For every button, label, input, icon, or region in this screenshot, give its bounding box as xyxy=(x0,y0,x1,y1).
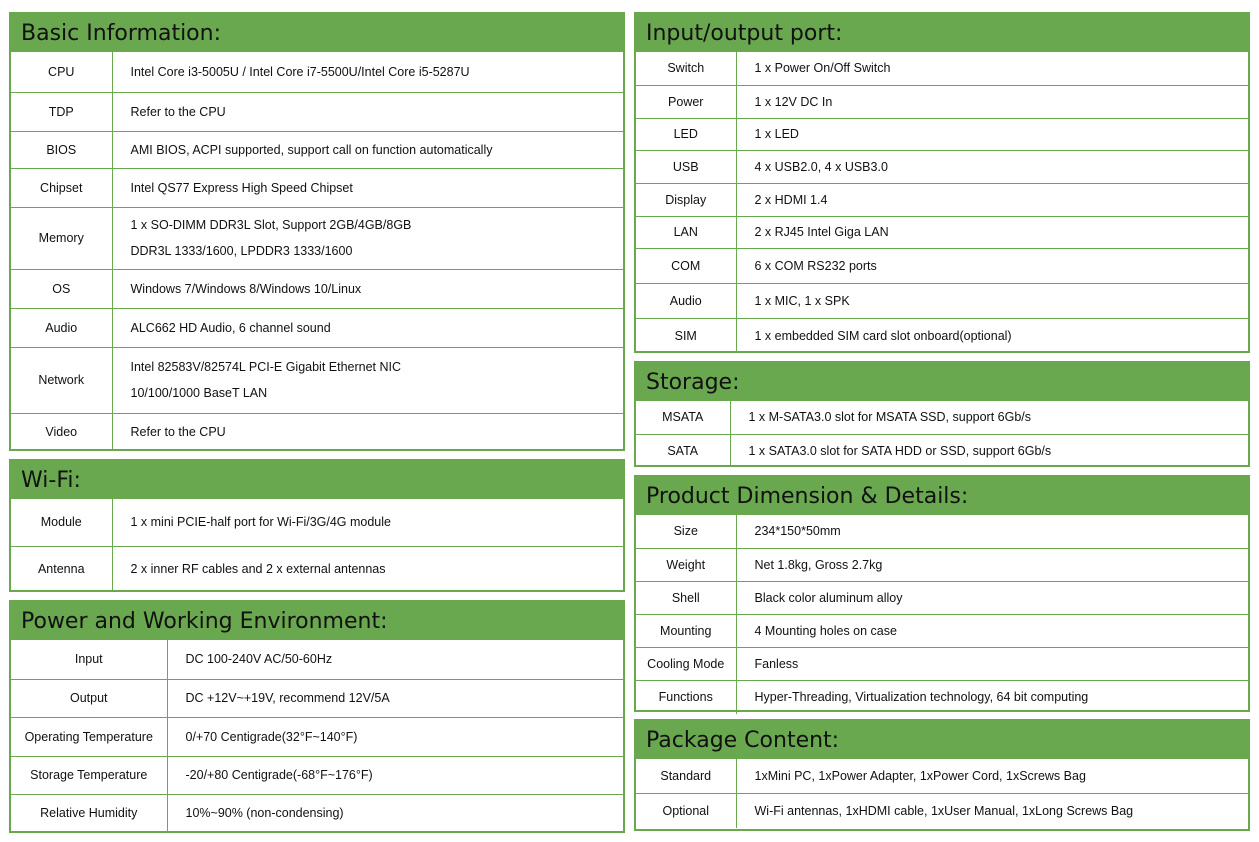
spec-row xyxy=(636,759,1248,793)
spec-row xyxy=(636,216,1248,248)
spec-key: OS xyxy=(11,269,112,308)
spec-key: Display xyxy=(636,183,736,216)
spec-key: Switch xyxy=(636,52,736,85)
spec-row xyxy=(636,150,1248,183)
spec-table xyxy=(636,52,1248,353)
spec-key: Cooling Mode xyxy=(636,647,736,680)
spec-row xyxy=(11,640,623,679)
spec-table xyxy=(11,499,623,592)
spec-value-cell xyxy=(736,283,1248,318)
spec-value-cell xyxy=(736,183,1248,216)
spec-value: Refer to the CPU xyxy=(130,104,226,119)
spec-value-cell xyxy=(736,793,1248,828)
spec-value: 10/100/1000 BaseT LAN xyxy=(130,386,268,400)
spec-row xyxy=(11,131,623,168)
spec-value-cell xyxy=(112,207,623,269)
spec-value-cell xyxy=(736,548,1248,581)
spec-table xyxy=(636,515,1248,714)
spec-row xyxy=(636,183,1248,216)
spec-row xyxy=(636,318,1248,353)
storage-section xyxy=(634,361,1250,467)
wifi-section xyxy=(9,459,625,592)
spec-row xyxy=(11,413,623,451)
spec-key: Network xyxy=(11,347,112,413)
spec-value-cell xyxy=(112,269,623,308)
spec-key: Functions xyxy=(636,680,736,714)
section-header xyxy=(11,602,623,640)
spec-value: 1 x mini PCIE-half port for Wi-Fi/3G/4G module xyxy=(130,515,391,530)
spec-row xyxy=(636,581,1248,614)
spec-value: 1 x 12V DC In xyxy=(754,94,833,109)
spec-value: 4 Mounting holes on case xyxy=(754,623,897,638)
section-header xyxy=(11,14,623,52)
spec-value-cell xyxy=(112,92,623,131)
spec-value-cell xyxy=(736,647,1248,680)
spec-value: Windows 7/Windows 8/Windows 10/Linux xyxy=(130,281,362,296)
spec-key: BIOS xyxy=(11,131,112,168)
spec-key: TDP xyxy=(11,92,112,131)
spec-value-cell xyxy=(167,756,623,794)
section-title: Basic Information: xyxy=(21,20,221,46)
spec-row xyxy=(11,168,623,207)
spec-row xyxy=(11,679,623,717)
spec-key: COM xyxy=(636,248,736,283)
spec-value: Black color aluminum alloy xyxy=(754,590,903,605)
spec-table xyxy=(636,759,1248,828)
spec-value-cell xyxy=(167,794,623,831)
spec-key: Memory xyxy=(11,207,112,269)
spec-value-cell xyxy=(167,679,623,717)
spec-value: 2 x inner RF cables and 2 x external antennas xyxy=(130,562,386,577)
spec-value-cell xyxy=(112,499,623,546)
spec-value: 2 x RJ45 Intel Giga LAN xyxy=(754,225,889,239)
spec-value-cell xyxy=(730,401,1248,434)
spec-row xyxy=(636,283,1248,318)
spec-key: Size xyxy=(636,515,736,548)
section-title: Package Content: xyxy=(646,727,840,753)
spec-value: 4 x USB2.0, 4 x USB3.0 xyxy=(754,159,888,174)
section-header xyxy=(636,477,1248,515)
spec-value: DC 100-240V AC/50-60Hz xyxy=(185,652,333,667)
spec-value: 6 x COM RS232 ports xyxy=(754,258,877,273)
spec-value: -20/+80 Centigrade(-68°F~176°F) xyxy=(185,768,373,782)
spec-key: LED xyxy=(636,118,736,150)
spec-table xyxy=(11,52,623,451)
spec-row xyxy=(11,756,623,794)
spec-key: USB xyxy=(636,150,736,183)
spec-row xyxy=(636,515,1248,548)
section-header xyxy=(11,461,623,499)
spec-value: 1 x SATA3.0 slot for SATA HDD or SSD, support 6Gb/s xyxy=(748,443,1052,458)
spec-value: 10%~90% (non-condensing) xyxy=(185,805,344,820)
spec-key: Power xyxy=(636,85,736,118)
section-title: Storage: xyxy=(646,369,740,395)
spec-key: SATA xyxy=(636,434,730,467)
section-title: Power and Working Environment: xyxy=(21,608,388,634)
spec-value-cell xyxy=(736,150,1248,183)
spec-value: 1 x SO-DIMM DDR3L Slot, Support 2GB/4GB/8GB xyxy=(130,218,412,232)
spec-value: 234*150*50mm xyxy=(754,524,841,539)
spec-key: Antenna xyxy=(11,546,112,592)
spec-key: Standard xyxy=(636,759,736,793)
spec-value-cell xyxy=(112,413,623,451)
spec-key: Output xyxy=(11,679,167,717)
spec-row xyxy=(636,85,1248,118)
spec-row xyxy=(636,793,1248,828)
spec-value-cell xyxy=(167,717,623,756)
spec-table xyxy=(11,640,623,831)
spec-row xyxy=(11,717,623,756)
spec-row xyxy=(11,92,623,131)
spec-value: 1 x MIC, 1 x SPK xyxy=(754,293,850,308)
spec-value: 1 x LED xyxy=(754,127,799,141)
spec-value-cell xyxy=(730,434,1248,467)
spec-key: Audio xyxy=(636,283,736,318)
spec-row xyxy=(11,207,623,269)
spec-value: DC +12V~+19V, recommend 12V/5A xyxy=(185,691,390,705)
spec-value-cell xyxy=(112,131,623,168)
spec-row xyxy=(11,308,623,347)
spec-value-cell xyxy=(112,308,623,347)
basic-information-section xyxy=(9,12,625,451)
spec-row xyxy=(636,118,1248,150)
spec-value-cell xyxy=(736,216,1248,248)
package-content-section xyxy=(634,719,1250,831)
product-dimension-section xyxy=(634,475,1250,712)
spec-row xyxy=(636,548,1248,581)
spec-key: Optional xyxy=(636,793,736,828)
spec-row xyxy=(636,614,1248,647)
section-title: Product Dimension & Details: xyxy=(646,483,969,509)
spec-key: Video xyxy=(11,413,112,451)
spec-value: 0/+70 Centigrade(32°F~140°F) xyxy=(185,729,358,744)
spec-value-cell xyxy=(736,318,1248,353)
spec-value: 1 x embedded SIM card slot onboard(optional) xyxy=(754,328,1012,343)
spec-table xyxy=(636,401,1248,467)
spec-value: 1 x M-SATA3.0 slot for MSATA SSD, support 6Gb/s xyxy=(748,410,1032,425)
spec-key: Weight xyxy=(636,548,736,581)
section-header xyxy=(636,721,1248,759)
spec-row xyxy=(11,499,623,546)
power-environment-section xyxy=(9,600,625,833)
spec-value-cell xyxy=(736,680,1248,714)
spec-key: Chipset xyxy=(11,168,112,207)
spec-value-cell xyxy=(112,347,623,413)
spec-row xyxy=(636,401,1248,434)
section-title: Input/output port: xyxy=(646,20,843,46)
spec-row xyxy=(636,680,1248,714)
spec-value: 2 x HDMI 1.4 xyxy=(754,192,828,207)
spec-value-cell xyxy=(736,85,1248,118)
spec-row xyxy=(11,794,623,831)
spec-value: Intel QS77 Express High Speed Chipset xyxy=(130,180,353,195)
section-header xyxy=(636,14,1248,52)
spec-value: Hyper-Threading, Virtualization technology, 64 bit computing xyxy=(754,690,1089,705)
spec-value: Intel Core i3-5005U / Intel Core i7-5500U/Intel Core i5-5287U xyxy=(130,64,470,79)
spec-value-cell xyxy=(112,546,623,592)
spec-row xyxy=(636,647,1248,680)
spec-key: Audio xyxy=(11,308,112,347)
spec-key: Relative Humidity xyxy=(11,794,167,831)
spec-key: SIM xyxy=(636,318,736,353)
spec-value: ALC662 HD Audio, 6 channel sound xyxy=(130,320,331,335)
io-port-section xyxy=(634,12,1250,353)
spec-value-cell xyxy=(736,248,1248,283)
spec-key: Shell xyxy=(636,581,736,614)
spec-value: DDR3L 1333/1600, LPDDR3 1333/1600 xyxy=(130,244,353,258)
spec-value: Wi-Fi antennas, 1xHDMI cable, 1xUser Manual, 1xLong Screws Bag xyxy=(754,803,1134,818)
spec-key: Input xyxy=(11,640,167,679)
spec-value-cell xyxy=(736,614,1248,647)
spec-row xyxy=(636,52,1248,85)
section-header xyxy=(636,363,1248,401)
spec-value-cell xyxy=(736,759,1248,793)
spec-value-cell xyxy=(112,168,623,207)
spec-value-cell xyxy=(167,640,623,679)
spec-key: Operating Temperature xyxy=(11,717,167,756)
spec-key: CPU xyxy=(11,52,112,92)
spec-value: Net 1.8kg, Gross 2.7kg xyxy=(754,557,883,572)
spec-value-cell xyxy=(736,52,1248,85)
spec-key: Module xyxy=(11,499,112,546)
spec-key: Mounting xyxy=(636,614,736,647)
spec-row xyxy=(11,269,623,308)
spec-value-cell xyxy=(736,118,1248,150)
spec-value: Fanless xyxy=(754,656,799,671)
spec-value-cell xyxy=(112,52,623,92)
spec-value: Intel 82583V/82574L PCI-E Gigabit Ethernet NIC xyxy=(130,360,402,374)
spec-value: 1xMini PC, 1xPower Adapter, 1xPower Cord, 1xScrews Bag xyxy=(754,768,1086,783)
spec-key: MSATA xyxy=(636,401,730,434)
spec-value-cell xyxy=(736,515,1248,548)
spec-row xyxy=(11,546,623,592)
spec-key: Storage Temperature xyxy=(11,756,167,794)
spec-row xyxy=(636,248,1248,283)
spec-row xyxy=(636,434,1248,467)
spec-value: AMI BIOS, ACPI supported, support call on function automatically xyxy=(130,142,493,157)
spec-value: Refer to the CPU xyxy=(130,425,226,440)
spec-row xyxy=(11,347,623,413)
section-title: Wi-Fi: xyxy=(21,467,81,493)
spec-key: LAN xyxy=(636,216,736,248)
spec-row xyxy=(11,52,623,92)
spec-value-cell xyxy=(736,581,1248,614)
spec-value: 1 x Power On/Off Switch xyxy=(754,61,891,76)
